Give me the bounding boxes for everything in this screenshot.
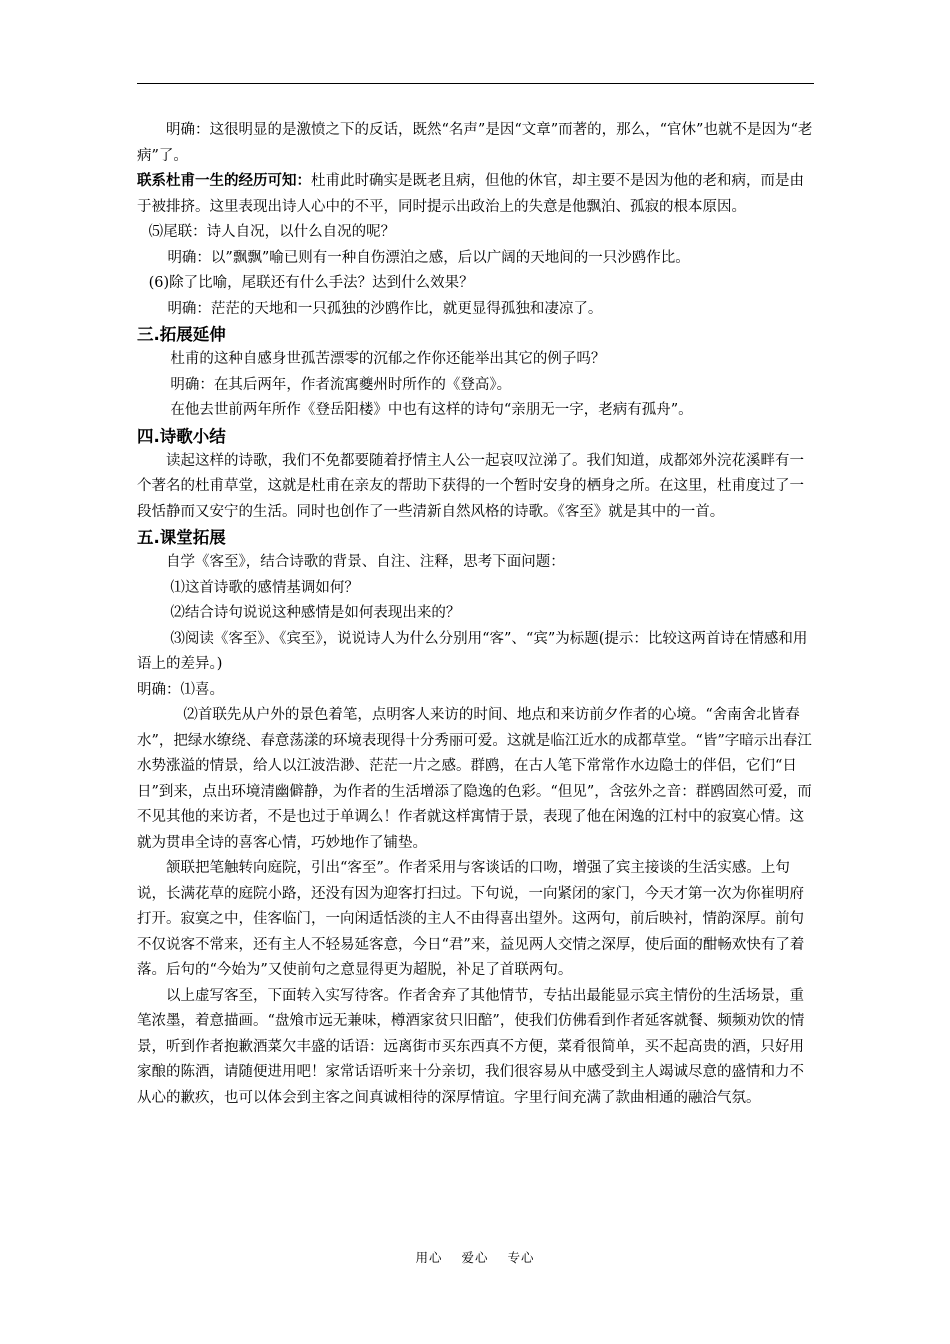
- section5-a4: 以上虚写客至，下面转入实写待客。作者舍弃了其他情节，专拈出最能显示宾主情份的生活场景，重笔浓墨，着意描画。“盘飧市远无兼味，樽酒家贫只旧醅”，使我们仿佛看到作者延客就餐、频频劝饮的情景，听到作者抱歉酒菜欠丰盛的话语：远离街市买东西真不方便，菜肴很简单，买不起高贵的酒，只好用家酿的陈酒，请随便进用吧！家常话语听来十分亲切，我们很容易从中感受到主人竭诚尽意的盛情和力不从心的歉疚，也可以体会到主客之间真诚相待的深厚情谊。字里行间充满了款曲相通的融洽气氛。: [137, 987, 805, 1106]
- page-footer: 用心 爱心 专心: [415, 1250, 535, 1265]
- section-heading-4: 四.诗歌小结: [137, 426, 226, 446]
- section5-q2: ⑵结合诗句说说这种感情是如何表现出来的？: [170, 605, 461, 621]
- section3-answer: 明确：在其后两年，作者流寓夔州时所作的《登高》。: [170, 376, 512, 393]
- section5-a3: 颔联把笔触转向庭院，引出“客至”。作者采用与客谈话的口吻，增强了宾主接谈的生活实感。上句说，长满花草的庭院小路，还没有因为迎客打扫过。下句说，一向紧闭的家门，今天才第一次为你崔明府打开。寂寞之中，佳客临门，一向闲适恬淡的主人不由得喜出望外。这两句，前后映衬，情韵深厚。前句不仅说客不常来，还有主人不轻易延客意，今日“君”来，益见两人交情之深厚，使后面的酣畅欢快有了着落。后句的“今始为”又使前句之意显得更为超脱，补足了首联两句。: [137, 860, 805, 978]
- section5-q3: ⑶阅读《客至》、《宾至》，说说诗人为什么分别用“客”、“宾”为标题(提示：比较这两首诗在情感和用语上的差异。): [137, 630, 808, 672]
- section5-q1: ⑴这首诗歌的感情基调如何？: [170, 579, 359, 596]
- section3-question: 杜甫的这种自感身世孤苦漂零的沉郁之作你还能举出其它的例子吗？: [170, 351, 606, 367]
- answer-5: 明确：以”飘飘”喻已则有一种自伤漂泊之感，后以广阔的天地间的一只沙鸥作比。: [167, 249, 690, 266]
- section3-more: 在他去世前两年所作《登岳阳楼》中也有这样的诗句“亲朋无一字，老病有孤舟”。: [170, 402, 693, 418]
- paragraph-context: [137, 169, 817, 220]
- section5-a2: ⑵首联先从户外的景色着笔，点明客人来访的时间、地点和来访前夕作者的心境。“舍南舍北皆春水”，把绿水缭绕、春意荡漾的环境表现得十分秀丽可爱。这就是临江近水的成都草堂。“皆”字暗示出春江水势涨溢的情景，给人以江波浩渺、茫茫一片之感。群鸥，在古人笔下常常作水边隐士的伴侣，它们“日日”到来，点出环境清幽僻静，为作者的生活增添了隐逸的色彩。“但见”，含弦外之音：群鸥固然可爱，而不见其他的来访者，不是也过于单调么！作者就这样寓情于景，表现了他在闲逸的江村中的寂寞心情。这就为贯串全诗的喜客心情，巧妙地作了铺垫。: [137, 707, 812, 851]
- section-heading-3: 三.拓展延伸: [137, 325, 226, 344]
- question-6: (6)除了比喻，尾联还有什么手法？达到什么效果？: [148, 275, 474, 291]
- question-5: ⑸尾联：诗人自况，以什么自况的呢？: [148, 224, 396, 240]
- header-rule: [137, 83, 814, 84]
- answer-6: 明确：茫茫的天地和一只孤独的沙鸥作比，就更显得孤独和凄凉了。: [167, 300, 603, 317]
- context-text: 杜甫此时确实是既老且病，但他的休官，却主要不是因为他的老和病，而是由于被排挤。这里表现出诗人心中的不平，同时提示出政治上的失意是他飘泊、孤寂的根本原因。: [137, 173, 804, 215]
- section4-text: 读起这样的诗歌，我们不免都要随着抒情主人公一起哀叹泣涕了。我们知道，成都郊外浣花溪畔有一个著名的杜甫草堂，这就是杜甫在亲友的帮助下获得的一个暂时安身的栖身之所。在这里，杜甫度过了一段恬静而又安宁的生活。同时也创作了一些清新自然风格的诗歌。《客至》就是其中的一首。: [137, 452, 804, 520]
- document-body: [137, 118, 817, 1111]
- section-heading-5: 五.课堂拓展: [137, 528, 226, 547]
- section5-a1: 明确：⑴喜。: [137, 681, 224, 698]
- section5-intro: 自学《客至》，结合诗歌的背景、自注、注释，思考下面问题：: [166, 554, 565, 570]
- bold-lead: 联系杜甫一生的经历可知：: [137, 173, 311, 189]
- paragraph-answer-1: 明确：这很明显的是激愤之下的反话，既然“名声”是因“文章”而著的，那么，“官休”也就不是因为“老病”了。: [137, 122, 813, 164]
